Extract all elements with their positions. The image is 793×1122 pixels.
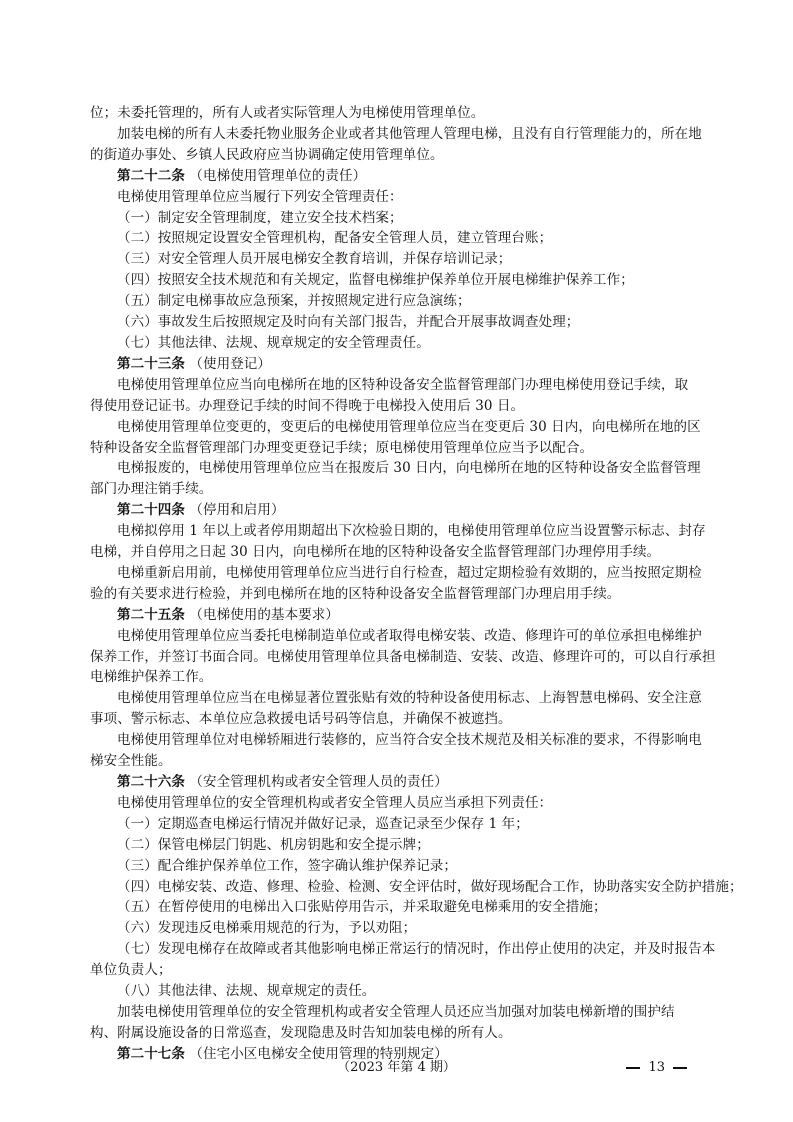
line-text: （六）事故发生后按照规定及时向有关部门报告，并配合开展事故调查处理； xyxy=(117,314,580,331)
line-text: 电梯拟停用 1 年以上或者停用期超出下次检验日期的，电梯使用管理单位应当设置警示标志、封存 xyxy=(117,523,706,540)
line-text: 电梯，并自停用之日起 30 日内，向电梯所在地的区特种设备安全监督管理部门办理停用手续。 xyxy=(90,544,661,561)
document-body xyxy=(90,103,743,1065)
text-line xyxy=(90,438,707,459)
article-number: 第二十二条 xyxy=(117,167,185,184)
line-text: （八）其他法律、法规、规章规定的责任。 xyxy=(117,983,376,1000)
line-text: 电梯使用管理单位应当履行下列安全管理责任： xyxy=(117,188,403,205)
text-line xyxy=(90,145,707,166)
article-title: （安全管理机构或者安全管理人员的责任） xyxy=(185,774,448,790)
article-heading xyxy=(90,772,707,793)
text-line xyxy=(90,103,707,124)
text-line xyxy=(90,479,707,500)
text-line xyxy=(90,563,707,584)
line-text: （五）制定电梯事故应急预案，并按照规定进行应急演练； xyxy=(117,293,471,310)
text-line xyxy=(90,312,707,333)
article-title: （停用和启用） xyxy=(185,502,285,519)
text-line xyxy=(90,814,707,835)
line-text: 的街道办事处、乡镇人民政府应当协调确定使用管理单位。 xyxy=(90,146,444,163)
dash-right xyxy=(673,1067,687,1069)
line-text: 位；未委托管理的，所有人或者实际管理人为电梯使用管理单位。 xyxy=(90,105,485,121)
article-heading xyxy=(90,500,707,521)
text-line xyxy=(90,751,707,772)
text-line xyxy=(90,333,707,354)
text-line xyxy=(90,458,707,479)
article-number: 第二十七条 xyxy=(117,1045,185,1062)
article-number: 第二十五条 xyxy=(117,606,185,623)
text-line xyxy=(90,521,707,542)
article-heading xyxy=(90,605,707,626)
article-title: （住宅小区电梯安全使用管理的特别规定） xyxy=(185,1045,448,1062)
line-text: （四）按照安全技术规范和有关规定，监督电梯维护保养单位开展电梯维护保养工作； xyxy=(117,272,634,289)
text-line xyxy=(90,584,707,605)
line-text: 部门办理注销手续。 xyxy=(90,481,213,498)
line-text: 特种设备安全监督管理部门办理变更登记手续；原电梯使用管理单位应当予以配合。 xyxy=(90,439,594,456)
line-text: 电梯使用管理单位对电梯轿厢进行装修的，应当符合安全技术规范及相关标准的要求，不得影响电 xyxy=(117,732,702,749)
text-line xyxy=(90,1002,707,1023)
line-text: （三）配合维护保养单位工作，签字确认维护保养记录； xyxy=(117,857,457,874)
line-text: 验的有关要求进行检验，并到电梯所在地的区特种设备安全监督管理部门办理启用手续。 xyxy=(90,585,621,602)
text-line xyxy=(90,187,707,208)
text-line xyxy=(90,396,707,417)
text-line xyxy=(90,1023,707,1044)
line-text: 单位负责人； xyxy=(90,962,172,979)
line-text: （七）其他法律、法规、规章规定的安全管理责任。 xyxy=(117,334,430,351)
article-heading xyxy=(90,166,707,187)
text-line xyxy=(90,417,707,438)
line-text: 事项、警示标志、本单位应急救援电话号码等信息，并确保不被遮挡。 xyxy=(90,711,512,728)
line-text: 构、附属设施设备的日常巡查，发现隐患及时告知加装电梯的所有人。 xyxy=(90,1024,512,1041)
line-text: 保养工作，并签订书面合同。电梯使用管理单位具备电梯制造、安装、改造、修理许可的，可以自行承担 xyxy=(90,648,716,665)
text-line xyxy=(90,730,707,751)
text-line xyxy=(90,270,707,291)
text-line xyxy=(90,291,707,312)
text-line xyxy=(90,249,707,270)
text-line xyxy=(90,856,707,877)
text-line xyxy=(90,835,707,856)
text-line xyxy=(90,228,707,249)
text-line xyxy=(90,542,707,563)
line-text: （六）发现违反电梯乘用规范的行为，予以劝阻； xyxy=(117,920,417,937)
line-text: （二）保管电梯层门钥匙、机房钥匙和安全提示牌； xyxy=(117,836,430,853)
text-line xyxy=(90,626,707,647)
line-text: 加装电梯的所有人未委托物业服务企业或者其他管理人管理电梯，且没有自行管理能力的，所在地 xyxy=(117,125,702,142)
page-number xyxy=(618,1059,695,1077)
text-line xyxy=(90,939,716,960)
line-text: （一）定期巡查电梯运行情况并做好记录，巡查记录至少保存 1 年； xyxy=(117,815,529,832)
text-line xyxy=(90,793,707,814)
line-text: 电梯重新启用前，电梯使用管理单位应当进行自行检查，超过定期检验有效期的，应当按照定期检 xyxy=(117,564,702,581)
article-title: （使用登记） xyxy=(185,355,271,372)
line-text: 电梯维护保养工作。 xyxy=(90,669,213,686)
text-line xyxy=(90,375,707,396)
text-line xyxy=(90,709,707,730)
article-title: （电梯使用的基本要求） xyxy=(185,606,339,623)
line-text: 电梯使用管理单位的安全管理机构或者安全管理人员应当承担下列责任： xyxy=(117,794,553,811)
text-line xyxy=(90,124,707,145)
line-text: 电梯报废的，电梯使用管理单位应当在报废后 30 日内，向电梯所在地的区特种设备安全监督管理 xyxy=(117,460,701,477)
line-text: 电梯使用管理单位应当向电梯所在地的区特种设备安全监督管理部门办理电梯使用登记手续，取 xyxy=(117,376,689,393)
article-number: 第二十三条 xyxy=(117,355,185,372)
text-line xyxy=(90,960,707,981)
line-text: （一）制定安全管理制度，建立安全技术档案； xyxy=(117,209,403,226)
line-text: （二）按照规定设置安全管理机构，配备安全管理人员，建立管理台账； xyxy=(117,230,553,247)
text-line xyxy=(90,688,707,709)
text-line xyxy=(90,647,716,668)
text-line xyxy=(90,877,743,898)
line-text: 电梯使用管理单位变更的，变更后的电梯使用管理单位应当在变更后 30 日内，向电梯所在地的区 xyxy=(117,418,701,435)
line-text: 电梯使用管理单位应当在电梯显著位置张贴有效的特种设备使用标志、上海智慧电梯码、安全注意 xyxy=(117,690,702,707)
article-title: （电梯使用管理单位的责任） xyxy=(185,167,367,184)
text-line xyxy=(90,981,707,1002)
text-line xyxy=(90,897,707,918)
line-text: （四）电梯安装、改造、修理、检验、检测、安全评估时，做好现场配合工作，协助落实安全防护措施； xyxy=(117,878,743,895)
article-number: 第二十六条 xyxy=(117,774,185,790)
text-line xyxy=(90,918,707,939)
line-text: 加装电梯使用管理单位的安全管理机构或者安全管理人员还应当加强对加装电梯新增的围护结 xyxy=(117,1003,675,1020)
line-text: （五）在暂停使用的电梯出入口张贴停用告示，并采取避免电梯乘用的安全措施； xyxy=(117,899,607,916)
line-text: （三）对安全管理人员开展电梯安全教育培训，并保存培训记录； xyxy=(117,251,512,268)
article-heading xyxy=(90,354,707,375)
line-text: （七）发现电梯存在故障或者其他影响电梯正常运行的情况时，作出停止使用的决定，并及时报告本 xyxy=(117,941,716,958)
text-line xyxy=(90,208,707,229)
page-number-value: 13 xyxy=(648,1060,665,1075)
article-number: 第二十四条 xyxy=(117,502,185,519)
line-text: 得使用登记证书。办理登记手续的时间不得晚于电梯投入使用后 30 日。 xyxy=(90,397,525,414)
issue-label: （2023 年第 4 期） xyxy=(337,1060,456,1075)
line-text: 电梯使用管理单位应当委托电梯制造单位或者取得电梯安装、改造、修理许可的单位承担电梯维护 xyxy=(117,627,702,644)
dash-left xyxy=(626,1067,640,1069)
text-line xyxy=(90,667,707,688)
line-text: 梯安全性能。 xyxy=(90,753,172,770)
